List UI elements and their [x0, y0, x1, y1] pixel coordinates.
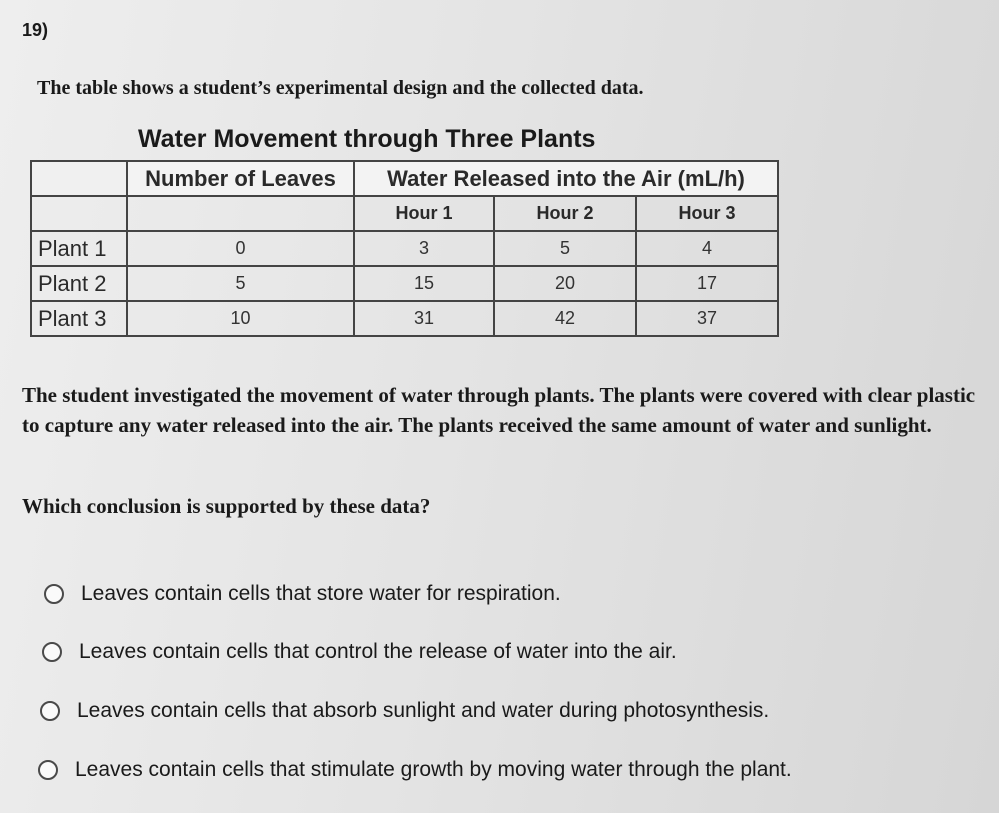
table-title: Water Movement through Three Plants — [138, 125, 596, 153]
answer-option[interactable] — [38, 758, 792, 782]
radio-button[interactable] — [40, 701, 60, 721]
intro-text: The table shows a student’s experimental design and the collected data. — [37, 77, 644, 99]
hour-2-cell: 42 — [494, 301, 636, 336]
hour-2-cell: 5 — [494, 231, 636, 266]
radio-button[interactable] — [44, 584, 64, 604]
answer-option-label: Leaves contain cells that control the release of water into the air. — [79, 640, 677, 663]
hour-3-cell: 4 — [636, 231, 778, 266]
table-blank-cell — [31, 196, 127, 231]
table-subheader-row — [31, 196, 778, 231]
hour-3-cell: 37 — [636, 301, 778, 336]
hour-1-cell: 31 — [354, 301, 494, 336]
water-column-header: Water Released into the Air (mL/h) — [354, 161, 778, 196]
hour-1-cell: 15 — [354, 266, 494, 301]
leaves-cell: 10 — [127, 301, 354, 336]
scenario-paragraph: The student investigated the movement of water through plants. The plants were covered with clear plastic to capture any water released into the air. The plants received the same amount of water and sunlight. — [22, 383, 976, 437]
question-number: 19) — [22, 20, 49, 40]
plant-label: Plant 1 — [31, 231, 127, 266]
leaves-cell: 5 — [127, 266, 354, 301]
table-row — [31, 266, 778, 301]
table-row — [31, 231, 778, 266]
hour-2-header: Hour 2 — [494, 196, 636, 231]
table-blank-cell — [127, 196, 354, 231]
hour-3-header: Hour 3 — [636, 196, 778, 231]
hour-1-header: Hour 1 — [354, 196, 494, 231]
data-table — [30, 160, 779, 337]
radio-button[interactable] — [38, 760, 58, 780]
plant-label: Plant 2 — [31, 266, 127, 301]
answer-option-label: Leaves contain cells that absorb sunlight and water during photosynthesis. — [77, 699, 770, 722]
table-corner-cell — [31, 161, 127, 196]
radio-button[interactable] — [42, 642, 62, 662]
table-row — [31, 301, 778, 336]
question-prompt: Which conclusion is supported by these data? — [22, 494, 431, 518]
table-header-row — [31, 161, 778, 196]
hour-1-cell: 3 — [354, 231, 494, 266]
hour-2-cell: 20 — [494, 266, 636, 301]
answer-option[interactable] — [40, 699, 769, 723]
answer-option-label: Leaves contain cells that store water for respiration. — [81, 582, 561, 605]
answer-option-label: Leaves contain cells that stimulate growth by moving water through the plant. — [75, 758, 792, 781]
plant-label: Plant 3 — [31, 301, 127, 336]
hour-3-cell: 17 — [636, 266, 778, 301]
leaves-column-header: Number of Leaves — [127, 161, 354, 196]
answer-option[interactable] — [42, 640, 677, 664]
answer-option[interactable] — [44, 582, 561, 606]
leaves-cell: 0 — [127, 231, 354, 266]
